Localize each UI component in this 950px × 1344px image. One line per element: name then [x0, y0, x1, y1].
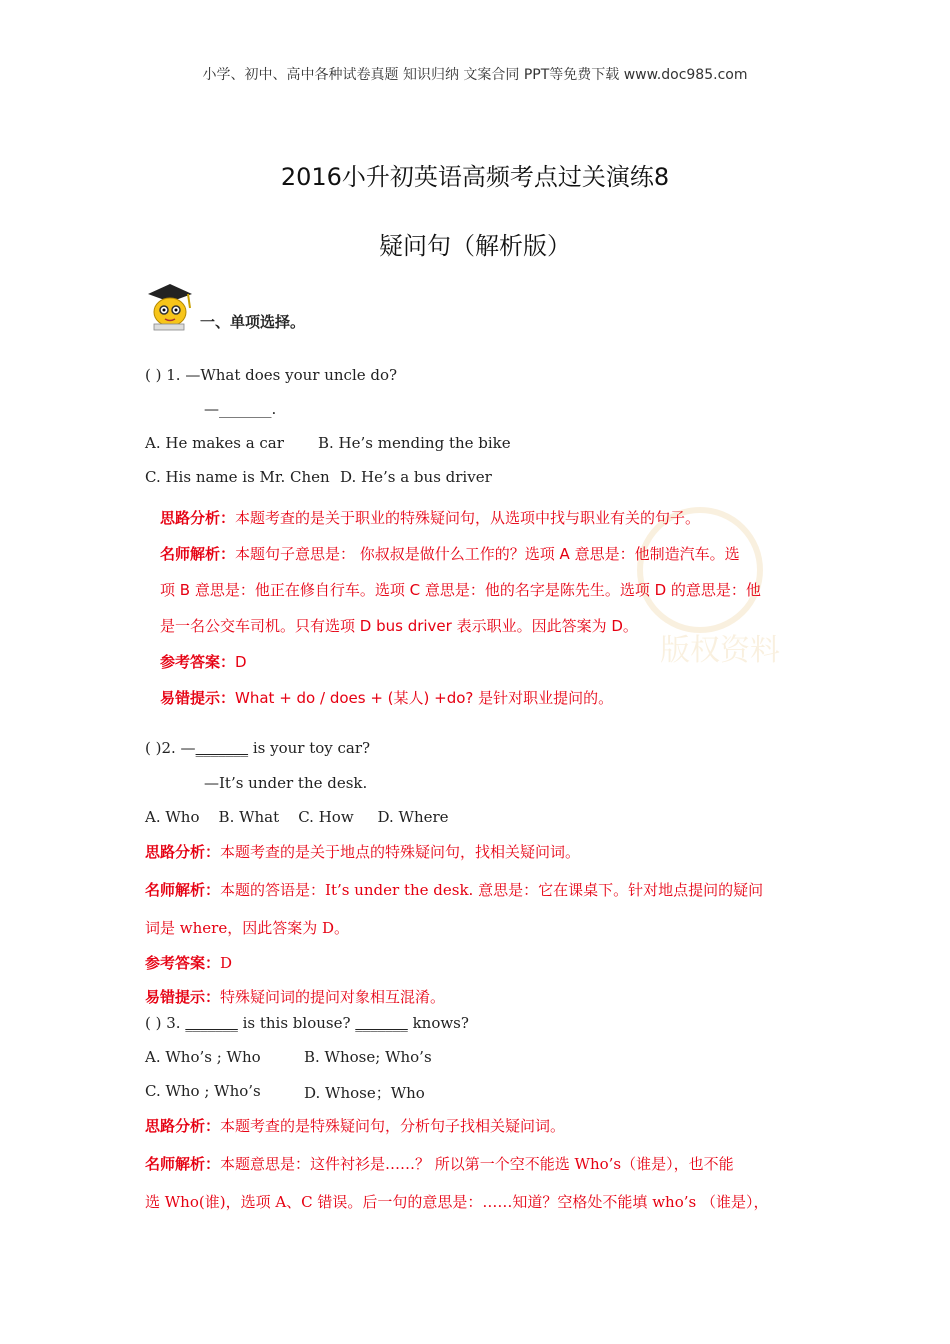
q3-stem-post: knows?: [407, 1014, 469, 1032]
q3-blank-1: _______: [185, 1014, 238, 1032]
q3-stem: [145, 1014, 469, 1032]
q3-analysis-label: 思路分析：: [145, 1117, 221, 1135]
title-line-1: 2016小升初英语高频考点过关演练8: [280, 163, 670, 191]
q3-stem-mid: is this blouse?: [237, 1014, 356, 1032]
q1-option-d: D. He’s a bus driver: [340, 468, 492, 486]
q3-teacher-label: 名师解析：: [145, 1155, 221, 1173]
q1-analysis-text: 本题考查的是关于职业的特殊疑问句，从选项中找与职业有关的句子。: [235, 509, 701, 527]
q2-analysis-text: 本题考查的是关于地点的特殊疑问句，找相关疑问词。: [220, 843, 581, 861]
section-title: 一、单项选择。: [200, 313, 306, 331]
q1-teacher-text-3: 是一名公交车司机。只有选项 D bus driver 表示职业。因此答案为 D。: [160, 617, 638, 635]
q2-answer-value: D: [220, 954, 233, 972]
q3-option-c: C. Who ; Who’s: [145, 1082, 261, 1100]
q1-explanation: [160, 500, 820, 716]
page-header: 小学、初中、高中各种试卷真题 知识归纳 文案合同 PPT等免费下载 www.doc985.com: [202, 67, 748, 83]
q2-options: A. Who B. What C. How D. Where: [145, 808, 449, 826]
q1-option-b: B. He’s mending the bike: [318, 434, 511, 452]
q1-teacher-text-1: 本题句子意思是： 你叔叔是做什么工作的？选项 A 意思是：他制造汽车。选: [235, 545, 740, 563]
q2-blank: _______: [195, 739, 249, 757]
q2-tip-text: 特殊疑问词的提问对象相互混淆。: [220, 988, 446, 1006]
q3-teacher-text-2: 选 Who(谁)，选项 A、C 错误。后一句的意思是：……知道？空格处不能填 who’s （谁是），: [145, 1193, 769, 1211]
q1-stem: ( ) 1. —What does your uncle do?: [145, 366, 398, 384]
q2-explanation: [145, 833, 825, 1015]
q1-answer-label: 参考答案：: [160, 653, 236, 671]
q1-teacher-label: 名师解析：: [160, 545, 236, 563]
title-line-2: 疑问句（解析版）: [379, 232, 571, 260]
q3-option-d: D. Whose；Who: [304, 1084, 425, 1102]
q3-option-b: B. Whose; Who’s: [304, 1048, 432, 1066]
q2-tip-label: 易错提示：: [145, 988, 221, 1006]
q3-option-a: A. Who’s ; Who: [145, 1048, 261, 1066]
graduate-mascot-icon: [140, 280, 196, 332]
q1-option-c: C. His name is Mr. Chen: [145, 468, 330, 486]
q3-teacher-text-1: 本题意思是：这件衬衫是……？ 所以第一个空不能选 Who’s（谁是），也不能: [220, 1155, 734, 1173]
q3-blank-2: _______: [355, 1014, 408, 1032]
q2-stem-post: is your toy car?: [248, 739, 371, 757]
q2-answer-label: 参考答案：: [145, 954, 221, 972]
watermark-text: 版权资料: [660, 633, 780, 668]
q1-answer-line: —_______.: [204, 400, 277, 418]
q3-explanation: [145, 1107, 825, 1221]
q3-stem-pre: ( ) 3.: [145, 1014, 186, 1032]
q1-answer-value: D: [235, 653, 247, 671]
q1-tip-text: What + do / does + (某人) +do? 是针对职业提问的。: [235, 689, 614, 707]
q1-tip-label: 易错提示：: [160, 689, 236, 707]
q2-stem-pre: ( )2. —: [145, 739, 196, 757]
q2-analysis-label: 思路分析：: [145, 843, 221, 861]
q1-option-a: A. He makes a car: [145, 434, 284, 452]
section-heading: [140, 280, 305, 332]
q3-analysis-text: 本题考查的是特殊疑问句，分析句子找相关疑问词。: [220, 1117, 566, 1135]
q2-teacher-text-1: 本题的答语是：It’s under the desk. 意思是：它在课桌下。针对地点提问的疑问: [220, 881, 764, 899]
q2-answer-line: —It’s under the desk.: [204, 774, 368, 792]
q2-teacher-text-2: 词是 where，因此答案为 D。: [145, 919, 349, 937]
q1-analysis-label: 思路分析：: [160, 509, 236, 527]
q2-stem: [145, 739, 370, 757]
q1-teacher-text-2: 项 B 意思是：他正在修自行车。选项 C 意思是：他的名字是陈先生。选项 D 的意思是：他: [160, 581, 761, 599]
q2-teacher-label: 名师解析：: [145, 881, 221, 899]
